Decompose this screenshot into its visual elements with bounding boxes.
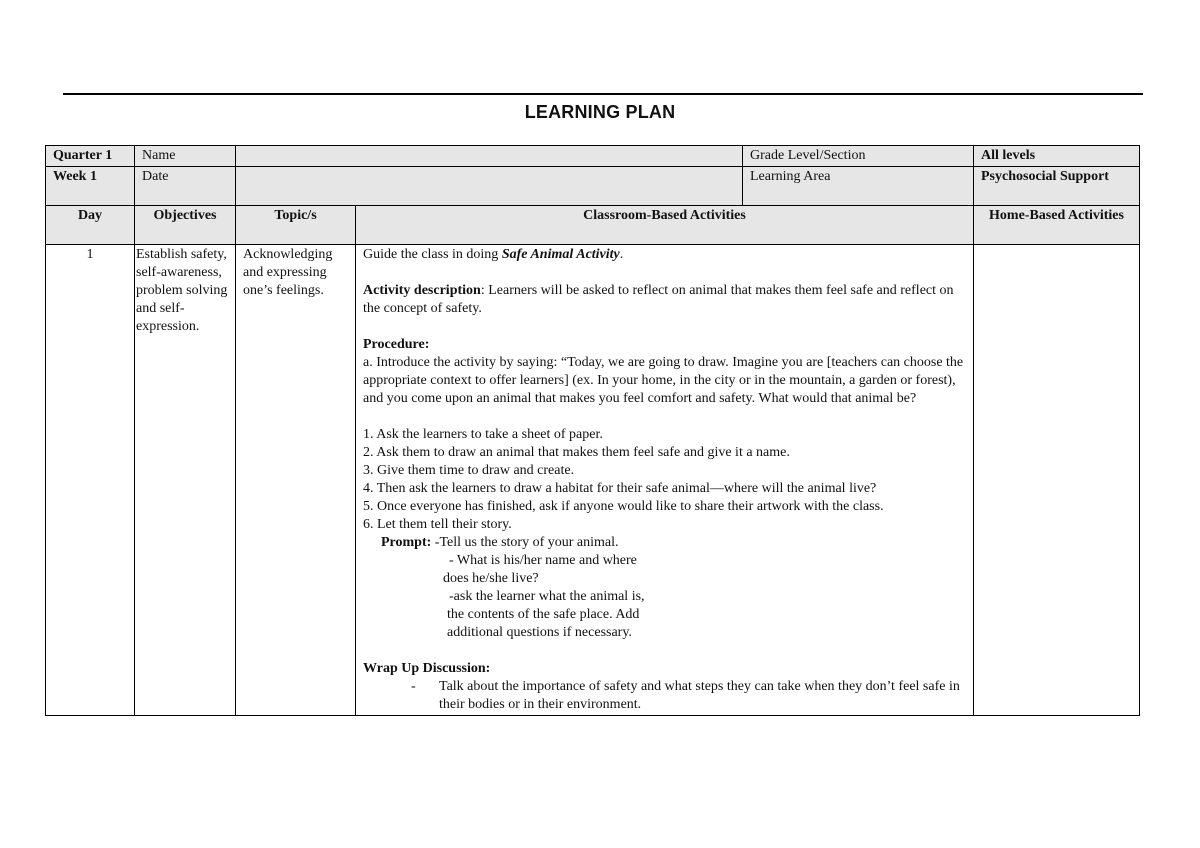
wrap-up-text: Talk about the importance of safety and what steps they can take when they don’t feel safe in their bodies or in their environment. bbox=[439, 679, 960, 712]
activity-row bbox=[46, 245, 1140, 716]
step-item: 3. Give them time to draw and create. bbox=[363, 463, 575, 478]
prompt-question: -ask the learner what the animal is, bbox=[449, 589, 645, 604]
col-home: Home-Based Activities bbox=[974, 206, 1140, 245]
wrap-dash: - bbox=[411, 679, 416, 694]
step-item: 6. Let them tell their story. bbox=[363, 517, 512, 532]
quarter-cell: Quarter 1 bbox=[46, 146, 135, 167]
procedure-a: a. Introduce the activity by saying: “Today, we are going to draw. Imagine you are [teachers can choose the appropriate context to offer learners] (ex. In your home, in the city or in the mountain, a garden or forest), and you come upon an animal that makes you feel comfort and safety. What would that animal be? bbox=[363, 355, 964, 406]
col-objectives: Objectives bbox=[135, 206, 236, 245]
intro-prefix: Guide the class in doing bbox=[363, 247, 502, 262]
date-value bbox=[236, 167, 743, 206]
objectives-value: Establish safety, self-awareness, problem solving and self-expression. bbox=[135, 245, 236, 716]
step-item: 4. Then ask the learners to draw a habitat for their safe animal—where will the animal live? bbox=[363, 481, 877, 496]
desc-text: : Learners will be asked to reflect on animal that makes them feel safe and reflect on the concept of safety. bbox=[363, 283, 954, 316]
desc-label: Activity description bbox=[363, 283, 481, 298]
header-row-quarter bbox=[46, 146, 1140, 167]
grade-label: Grade Level/Section bbox=[743, 146, 974, 167]
classroom-activities bbox=[356, 245, 974, 716]
procedure-label: Procedure: bbox=[363, 337, 430, 352]
prompt-question: the contents of the safe place. Add bbox=[447, 607, 640, 622]
header-row-week bbox=[46, 167, 1140, 206]
step-item: 1. Ask the learners to take a sheet of paper. bbox=[363, 427, 603, 442]
col-classroom: Classroom-Based Activities bbox=[356, 206, 974, 245]
day-value: 1 bbox=[46, 245, 135, 716]
col-topics: Topic/s bbox=[236, 206, 356, 245]
activity-description bbox=[363, 282, 966, 318]
grade-value: All levels bbox=[974, 146, 1140, 167]
prompt-line bbox=[363, 534, 966, 552]
home-activities-value bbox=[974, 245, 1140, 716]
prompt-question: - What is his/her name and where bbox=[449, 553, 637, 568]
step-item: 5. Once everyone has finished, ask if anyone would like to share their artwork with the class. bbox=[363, 499, 884, 514]
column-header-row bbox=[46, 206, 1140, 245]
activity-name: Safe Animal Activity bbox=[501, 247, 620, 262]
page-title: LEARNING PLAN bbox=[524, 102, 676, 122]
name-value bbox=[236, 146, 743, 167]
area-value: Psychosocial Support bbox=[974, 167, 1140, 206]
wrap-up-item bbox=[363, 678, 966, 714]
intro-line bbox=[363, 246, 966, 264]
step-item: 2. Ask them to draw an animal that makes them feel safe and give it a name. bbox=[363, 445, 790, 460]
prompt-first: -Tell us the story of your animal. bbox=[431, 535, 619, 550]
week-cell: Week 1 bbox=[46, 167, 135, 206]
area-label: Learning Area bbox=[743, 167, 974, 206]
name-label: Name bbox=[135, 146, 236, 167]
top-rule bbox=[63, 93, 1143, 95]
wrap-up-label: Wrap Up Discussion: bbox=[363, 661, 491, 676]
prompt-question: additional questions if necessary. bbox=[447, 625, 632, 640]
col-day: Day bbox=[46, 206, 135, 245]
topic-value: Acknowledging and expressing one’s feelings. bbox=[236, 245, 356, 716]
intro-suffix: . bbox=[619, 247, 624, 262]
learning-plan-table bbox=[45, 145, 1140, 716]
date-label: Date bbox=[135, 167, 236, 206]
prompt-label: Prompt: bbox=[381, 535, 432, 550]
prompt-question: does he/she live? bbox=[443, 571, 539, 586]
